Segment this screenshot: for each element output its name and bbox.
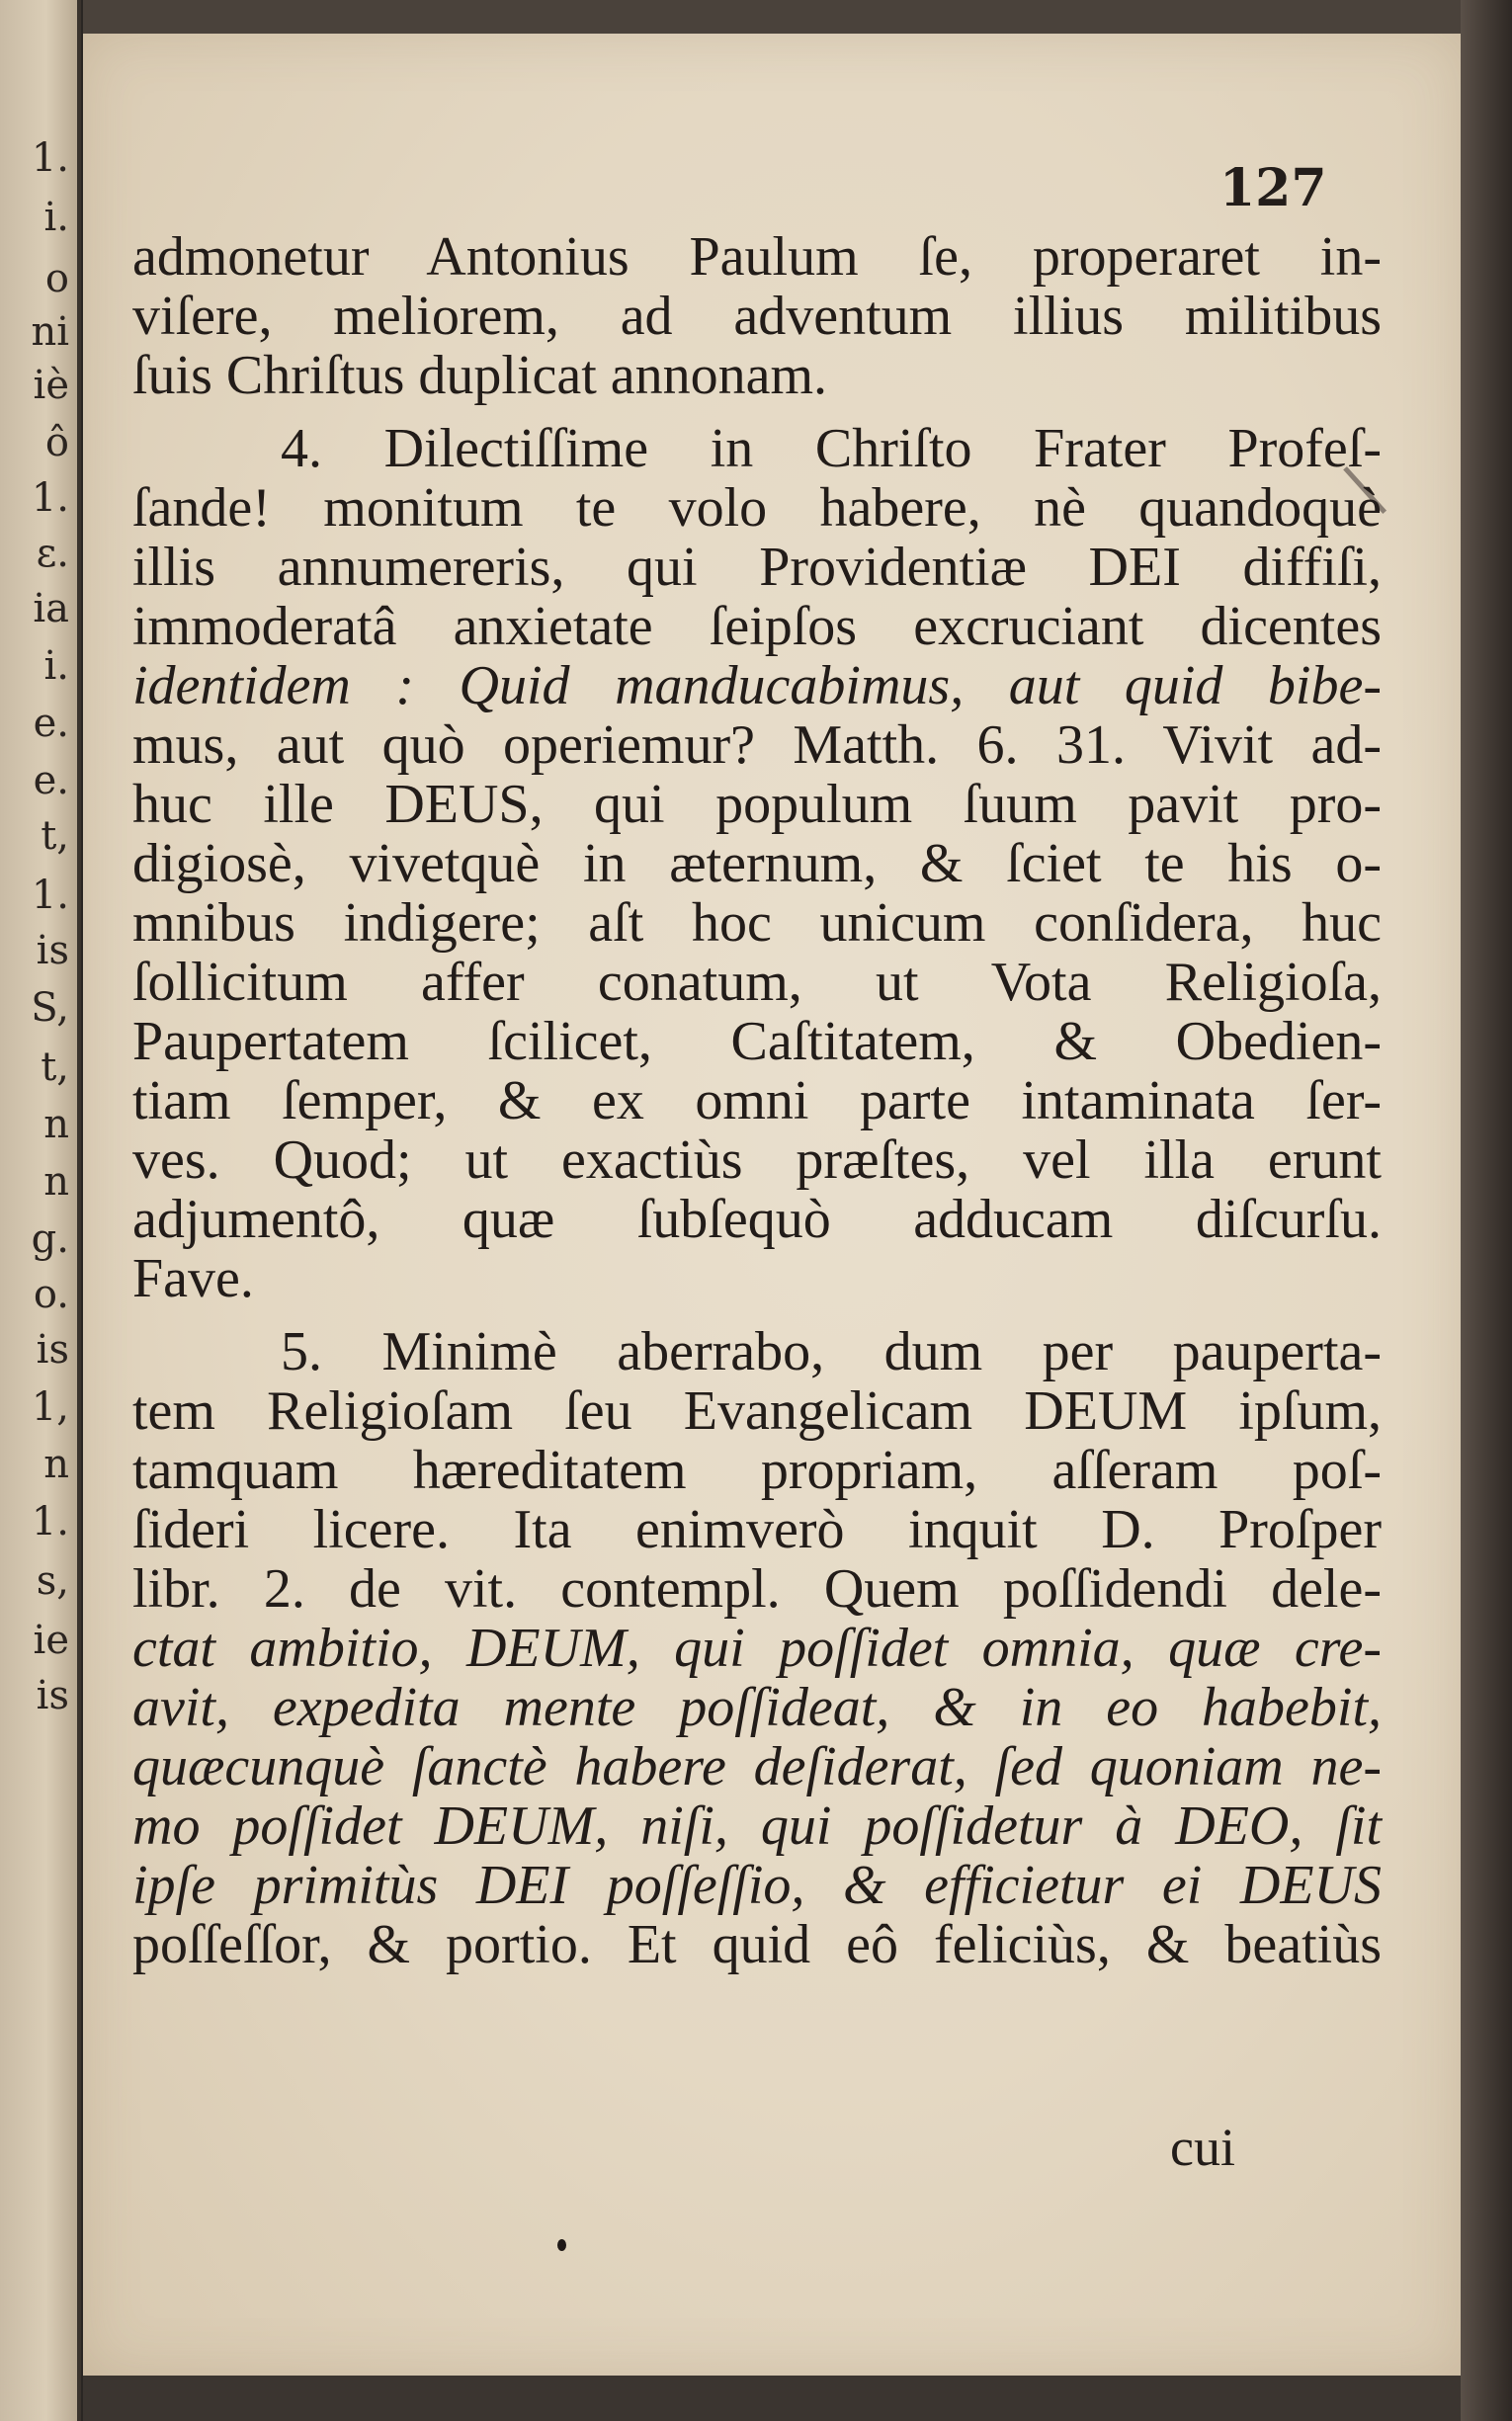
facing-fragment: e. — [33, 701, 69, 746]
facing-fragment: o. — [33, 1272, 69, 1317]
facing-fragment: 1. — [31, 135, 69, 181]
text-line: mus, aut quò operiemur? Matth. 6. 31. Vivit ad- — [132, 714, 1382, 776]
text-line: libr. 2. de vit. contempl. Quem poſſidendi dele- — [132, 1558, 1382, 1620]
facing-fragment: 1. — [31, 475, 69, 521]
text-line: tamquam hæreditatem propriam, aſſeram poſ- — [132, 1440, 1382, 1501]
facing-fragment: iè — [33, 363, 69, 408]
facing-fragment: t, — [41, 1044, 69, 1090]
text-line: mnibus indigere; aſt hoc unicum conſidera, huc — [132, 892, 1382, 954]
bottom-page-edge — [83, 2376, 1461, 2421]
text-line: adjumentô, quæ ſubſequò adducam diſcurſu. — [132, 1189, 1382, 1250]
text-line: digiosè, vivetquè in æternum, & ſciet te his o- — [132, 833, 1382, 894]
text-line: Paupertatem ſcilicet, Caſtitatem, & Obedien- — [132, 1011, 1382, 1072]
text-line: tem Religioſam ſeu Evangelicam DEUM ipſum, — [132, 1380, 1382, 1442]
facing-fragment: g. — [31, 1216, 69, 1262]
text-line: ctat ambitio, DEUM, qui poſſidet omnia, quæ cre- — [132, 1618, 1382, 1679]
text-line: 4. Dilectiſſime in Chriſto Frater Profeſ- — [281, 418, 1382, 479]
facing-fragment: ni — [31, 309, 69, 355]
text-line: illis annumereris, qui Providentiæ DEI diffiſi, — [132, 537, 1382, 598]
text-line: poſſeſſor, & portio. Et quid eô feliciùs, & beatiùs — [132, 1914, 1382, 1975]
page-number: 127 — [1219, 158, 1327, 218]
text-line: Fave. — [132, 1248, 254, 1309]
text-line: avit, expedita mente poſſideat, & in eo habebit, — [132, 1677, 1382, 1738]
facing-fragment: n — [43, 1102, 69, 1147]
facing-fragment: i. — [43, 195, 69, 240]
text-line: ſande! monitum te volo habere, nè quandoquè — [132, 477, 1382, 539]
facing-fragment: is — [36, 928, 69, 973]
facing-fragment: ia — [33, 586, 69, 631]
facing-fragment: ô — [44, 420, 69, 465]
facing-fragment: n — [43, 1159, 69, 1205]
facing-fragment: 1, — [31, 1384, 69, 1430]
text-line: ſideri licere. Ita enimverò inquit D. Proſper — [132, 1499, 1382, 1560]
facing-fragment: i. — [43, 643, 69, 689]
text-line: quæcunquè ſanctè habere deſiderat, ſed quoniam ne- — [132, 1736, 1382, 1797]
catchword: cui — [1170, 2118, 1235, 2177]
facing-fragment: n — [43, 1442, 69, 1487]
facing-page-strip — [0, 0, 81, 2421]
right-page-edge — [1461, 0, 1512, 2421]
text-line: 5. Minimè aberrabo, dum per pauperta- — [281, 1321, 1382, 1382]
text-line: admonetur Antonius Paulum ſe, properaret in- — [132, 226, 1382, 288]
facing-fragment: 1. — [31, 873, 69, 918]
text-line: ipſe primitùs DEI poſſeſſio, & efficietur ei DEUS — [132, 1855, 1382, 1916]
text-line: ſollicitum affer conatum, ut Vota Religioſa, — [132, 952, 1382, 1013]
text-line: ves. Quod; ut exactiùs præſtes, vel illa erunt — [132, 1129, 1382, 1191]
facing-fragment: o — [44, 256, 69, 301]
facing-fragment: ε. — [36, 531, 69, 576]
book-page — [83, 34, 1461, 2376]
text-line: tiam ſemper, & ex omni parte intaminata ſer- — [132, 1070, 1382, 1131]
facing-fragment: S, — [31, 985, 69, 1031]
facing-fragment: s, — [36, 1558, 69, 1604]
facing-fragment: is — [36, 1327, 69, 1373]
text-line: huc ille DEUS, qui populum ſuum pavit pro- — [132, 774, 1382, 835]
ink-dot — [557, 2239, 566, 2251]
facing-fragment: e. — [33, 758, 69, 803]
text-line: viſere, meliorem, ad adventum illius militibus — [132, 286, 1382, 347]
text-line: mo poſſidet DEUM, niſi, qui poſſidetur à DEO, ſit — [132, 1795, 1382, 1857]
facing-fragment: 1. — [31, 1499, 69, 1544]
facing-fragment: ie — [33, 1618, 69, 1663]
facing-fragment: t, — [41, 813, 69, 859]
text-line: immoderatâ anxietate ſeipſos excruciant dicentes — [132, 596, 1382, 657]
top-page-edge — [83, 0, 1461, 34]
text-line: identidem : Quid manducabimus, aut quid bibe- — [132, 655, 1382, 716]
facing-fragment: is — [36, 1673, 69, 1718]
text-line: ſuis Chriſtus duplicat annonam. — [132, 345, 828, 406]
